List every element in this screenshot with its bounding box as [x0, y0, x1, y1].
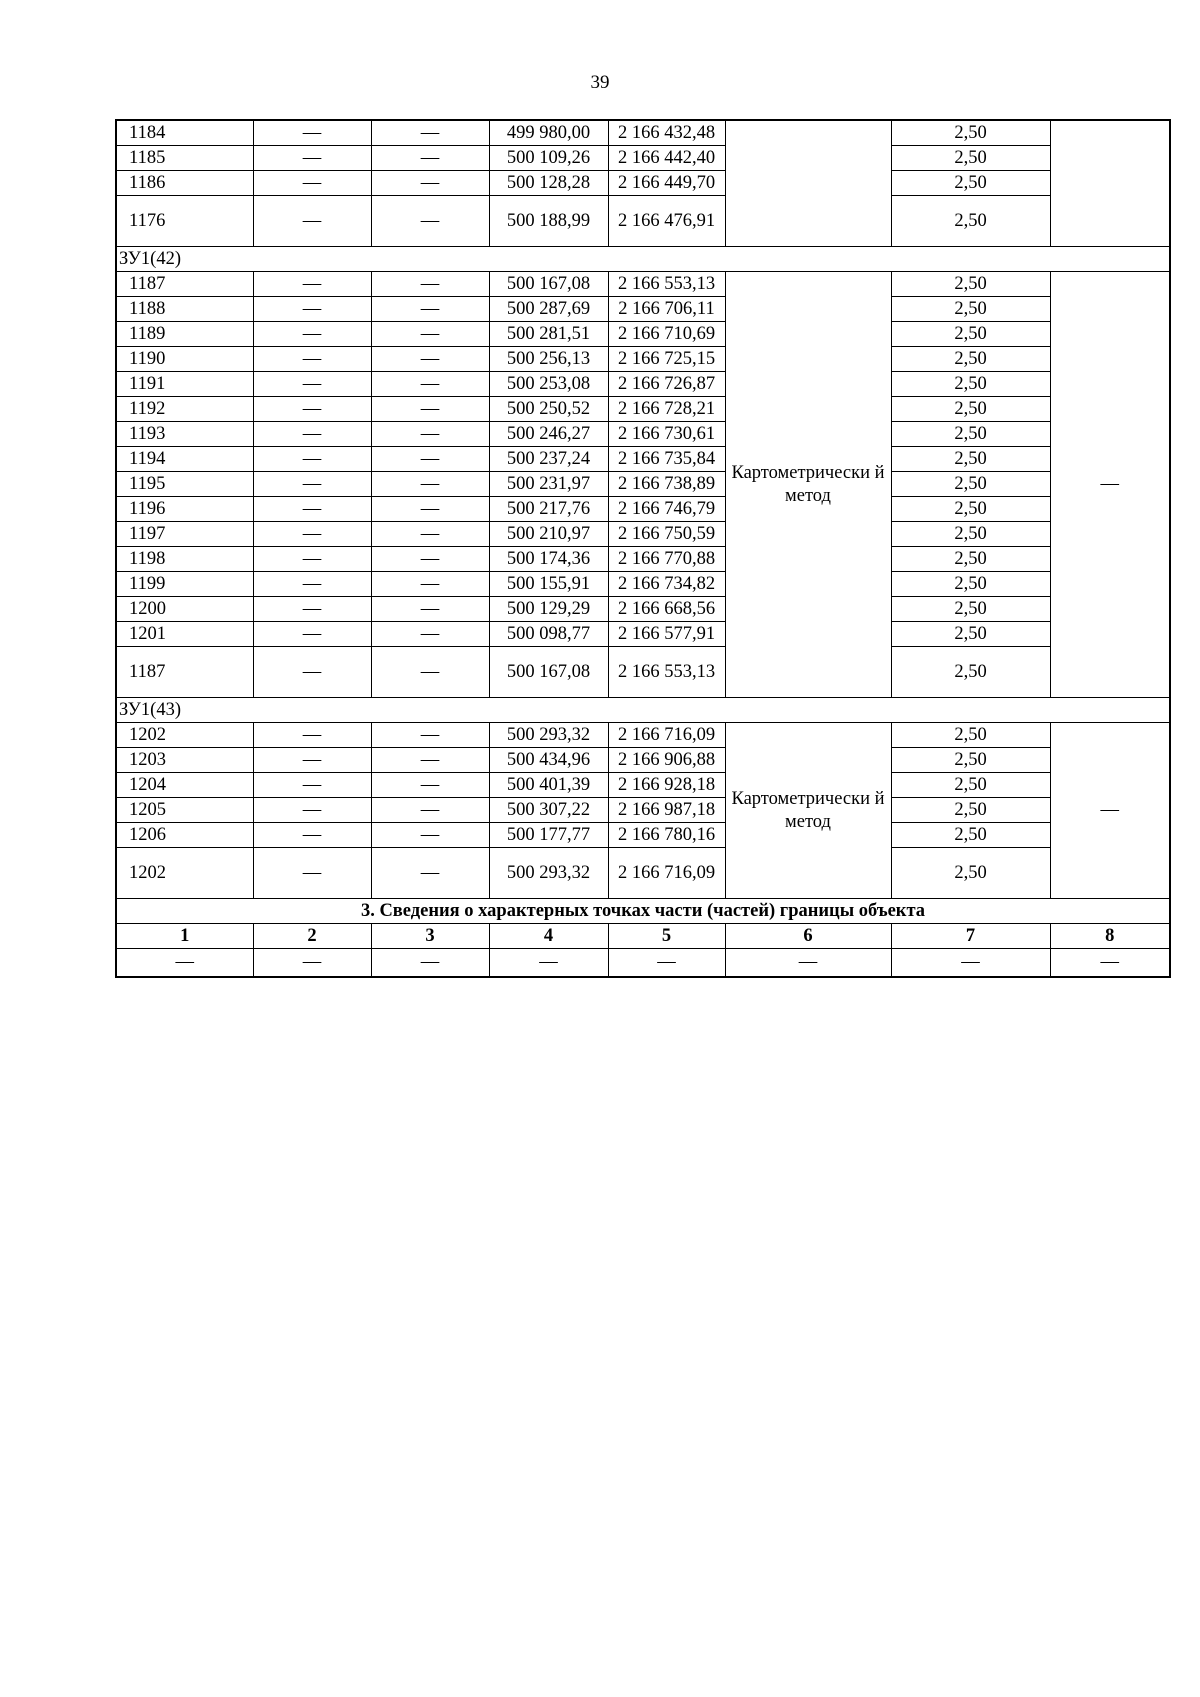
- col8-cell-empty: [1050, 120, 1170, 247]
- method-cell-empty: [725, 120, 891, 247]
- col2-dash-cell: —: [253, 773, 371, 798]
- col3-dash-cell: —: [371, 848, 489, 899]
- point-number-cell: 1200: [116, 597, 253, 622]
- col3-dash-cell: —: [371, 422, 489, 447]
- accuracy-cell: 2,50: [891, 472, 1050, 497]
- empty-dash-cell: —: [116, 949, 253, 978]
- empty-dash-cell: —: [891, 949, 1050, 978]
- y-coordinate-cell: 2 166 553,13: [608, 272, 725, 297]
- x-coordinate-cell: 500 217,76: [489, 497, 608, 522]
- page-number: 39: [590, 72, 610, 93]
- table-row: [116, 422, 1170, 447]
- accuracy-cell: 2,50: [891, 272, 1050, 297]
- col2-dash-cell: —: [253, 472, 371, 497]
- table-row: [116, 597, 1170, 622]
- column-number-cell: 8: [1050, 924, 1170, 949]
- x-coordinate-cell: 500 210,97: [489, 522, 608, 547]
- accuracy-cell: 2,50: [891, 171, 1050, 196]
- x-coordinate-cell: 500 293,32: [489, 723, 608, 748]
- y-coordinate-cell: 2 166 906,88: [608, 748, 725, 773]
- col3-dash-cell: —: [371, 823, 489, 848]
- col3-dash-cell: —: [371, 171, 489, 196]
- col3-dash-cell: —: [371, 272, 489, 297]
- col3-dash-cell: —: [371, 472, 489, 497]
- method-cell: Картометрически й метод: [725, 272, 891, 698]
- col3-dash-cell: —: [371, 622, 489, 647]
- col2-dash-cell: —: [253, 347, 371, 372]
- y-coordinate-cell: 2 166 735,84: [608, 447, 725, 472]
- y-coordinate-cell: 2 166 716,09: [608, 723, 725, 748]
- col2-dash-cell: —: [253, 146, 371, 171]
- x-coordinate-cell: 500 128,28: [489, 171, 608, 196]
- y-coordinate-cell: 2 166 449,70: [608, 171, 725, 196]
- x-coordinate-cell: 500 250,52: [489, 397, 608, 422]
- column-number-cell: 6: [725, 924, 891, 949]
- accuracy-cell: 2,50: [891, 146, 1050, 171]
- table-row: [116, 347, 1170, 372]
- col3-dash-cell: —: [371, 322, 489, 347]
- point-number-cell: 1204: [116, 773, 253, 798]
- x-coordinate-cell: 500 307,22: [489, 798, 608, 823]
- point-number-cell: 1185: [116, 146, 253, 171]
- section-title: 3. Сведения о характерных точках части (частей) границы объекта: [116, 899, 1170, 924]
- col2-dash-cell: —: [253, 297, 371, 322]
- col3-dash-cell: —: [371, 798, 489, 823]
- accuracy-cell: 2,50: [891, 572, 1050, 597]
- column-number-cell: 4: [489, 924, 608, 949]
- point-number-cell: 1199: [116, 572, 253, 597]
- accuracy-cell: 2,50: [891, 798, 1050, 823]
- x-coordinate-cell: 500 253,08: [489, 372, 608, 397]
- col2-dash-cell: —: [253, 171, 371, 196]
- x-coordinate-cell: 500 281,51: [489, 322, 608, 347]
- x-coordinate-cell: 500 237,24: [489, 447, 608, 472]
- col2-dash-cell: —: [253, 497, 371, 522]
- empty-dash-cell: —: [371, 949, 489, 978]
- point-number-cell: 1186: [116, 171, 253, 196]
- col2-dash-cell: —: [253, 597, 371, 622]
- y-coordinate-cell: 2 166 730,61: [608, 422, 725, 447]
- column-numbers-row: [116, 924, 1170, 949]
- col2-dash-cell: —: [253, 522, 371, 547]
- col2-dash-cell: —: [253, 723, 371, 748]
- accuracy-cell: 2,50: [891, 522, 1050, 547]
- col3-dash-cell: —: [371, 196, 489, 247]
- table-row: [116, 120, 1170, 146]
- col2-dash-cell: —: [253, 196, 371, 247]
- col3-dash-cell: —: [371, 773, 489, 798]
- table-row: [116, 748, 1170, 773]
- group-header-row: [116, 698, 1170, 723]
- y-coordinate-cell: 2 166 746,79: [608, 497, 725, 522]
- table-row: [116, 447, 1170, 472]
- y-coordinate-cell: 2 166 725,15: [608, 347, 725, 372]
- y-coordinate-cell: 2 166 770,88: [608, 547, 725, 572]
- point-number-cell: 1202: [116, 723, 253, 748]
- col3-dash-cell: —: [371, 146, 489, 171]
- accuracy-cell: 2,50: [891, 547, 1050, 572]
- accuracy-cell: 2,50: [891, 773, 1050, 798]
- y-coordinate-cell: 2 166 750,59: [608, 522, 725, 547]
- empty-dash-cell: —: [1050, 949, 1170, 978]
- col2-dash-cell: —: [253, 447, 371, 472]
- table-row: [116, 196, 1170, 247]
- x-coordinate-cell: 500 256,13: [489, 347, 608, 372]
- point-number-cell: 1189: [116, 322, 253, 347]
- table-row: [116, 723, 1170, 748]
- point-number-cell: 1192: [116, 397, 253, 422]
- point-number-cell: 1197: [116, 522, 253, 547]
- point-number-cell: 1194: [116, 447, 253, 472]
- y-coordinate-cell: 2 166 716,09: [608, 848, 725, 899]
- point-number-cell: 1198: [116, 547, 253, 572]
- empty-dash-cell: —: [725, 949, 891, 978]
- accuracy-cell: 2,50: [891, 422, 1050, 447]
- col2-dash-cell: —: [253, 422, 371, 447]
- point-number-cell: 1176: [116, 196, 253, 247]
- accuracy-cell: 2,50: [891, 748, 1050, 773]
- x-coordinate-cell: 500 246,27: [489, 422, 608, 447]
- col3-dash-cell: —: [371, 597, 489, 622]
- point-number-cell: 1188: [116, 297, 253, 322]
- accuracy-cell: 2,50: [891, 297, 1050, 322]
- accuracy-cell: 2,50: [891, 597, 1050, 622]
- table-row: [116, 322, 1170, 347]
- column-number-cell: 5: [608, 924, 725, 949]
- x-coordinate-cell: 500 155,91: [489, 572, 608, 597]
- column-number-cell: 1: [116, 924, 253, 949]
- table-row: [116, 773, 1170, 798]
- table-row: [116, 572, 1170, 597]
- table-row: [116, 146, 1170, 171]
- col2-dash-cell: —: [253, 798, 371, 823]
- point-number-cell: 1187: [116, 272, 253, 297]
- y-coordinate-cell: 2 166 780,16: [608, 823, 725, 848]
- coordinates-table: [115, 119, 1171, 978]
- col2-dash-cell: —: [253, 272, 371, 297]
- column-number-cell: 3: [371, 924, 489, 949]
- col3-dash-cell: —: [371, 572, 489, 597]
- col3-dash-cell: —: [371, 723, 489, 748]
- accuracy-cell: 2,50: [891, 120, 1050, 146]
- col2-dash-cell: —: [253, 622, 371, 647]
- col3-dash-cell: —: [371, 647, 489, 698]
- col2-dash-cell: —: [253, 322, 371, 347]
- point-number-cell: 1202: [116, 848, 253, 899]
- x-coordinate-cell: 500 231,97: [489, 472, 608, 497]
- table-row: [116, 472, 1170, 497]
- table-row: [116, 171, 1170, 196]
- point-number-cell: 1205: [116, 798, 253, 823]
- y-coordinate-cell: 2 166 553,13: [608, 647, 725, 698]
- table-row: [116, 522, 1170, 547]
- accuracy-cell: 2,50: [891, 723, 1050, 748]
- accuracy-cell: 2,50: [891, 347, 1050, 372]
- col2-dash-cell: —: [253, 748, 371, 773]
- point-number-cell: 1191: [116, 372, 253, 397]
- x-coordinate-cell: 500 129,29: [489, 597, 608, 622]
- col8-cell: —: [1050, 723, 1170, 899]
- col3-dash-cell: —: [371, 497, 489, 522]
- method-cell: Картометрически й метод: [725, 723, 891, 899]
- x-coordinate-cell: 500 434,96: [489, 748, 608, 773]
- col3-dash-cell: —: [371, 297, 489, 322]
- accuracy-cell: 2,50: [891, 447, 1050, 472]
- empty-data-row: [116, 949, 1170, 978]
- column-number-cell: 2: [253, 924, 371, 949]
- point-number-cell: 1187: [116, 647, 253, 698]
- y-coordinate-cell: 2 166 710,69: [608, 322, 725, 347]
- col3-dash-cell: —: [371, 547, 489, 572]
- col3-dash-cell: —: [371, 522, 489, 547]
- y-coordinate-cell: 2 166 728,21: [608, 397, 725, 422]
- col2-dash-cell: —: [253, 572, 371, 597]
- accuracy-cell: 2,50: [891, 647, 1050, 698]
- empty-dash-cell: —: [608, 949, 725, 978]
- y-coordinate-cell: 2 166 668,56: [608, 597, 725, 622]
- x-coordinate-cell: 500 109,26: [489, 146, 608, 171]
- table-row: [116, 372, 1170, 397]
- x-coordinate-cell: 500 188,99: [489, 196, 608, 247]
- col2-dash-cell: —: [253, 397, 371, 422]
- x-coordinate-cell: 500 177,77: [489, 823, 608, 848]
- point-number-cell: 1201: [116, 622, 253, 647]
- table-row: [116, 397, 1170, 422]
- table-row: [116, 547, 1170, 572]
- table-row: [116, 823, 1170, 848]
- col2-dash-cell: —: [253, 547, 371, 572]
- group-title: ЗУ1(42): [116, 247, 1170, 272]
- y-coordinate-cell: 2 166 987,18: [608, 798, 725, 823]
- point-number-cell: 1190: [116, 347, 253, 372]
- accuracy-cell: 2,50: [891, 372, 1050, 397]
- group-header-row: [116, 247, 1170, 272]
- y-coordinate-cell: 2 166 928,18: [608, 773, 725, 798]
- point-number-cell: 1193: [116, 422, 253, 447]
- col3-dash-cell: —: [371, 347, 489, 372]
- x-coordinate-cell: 500 174,36: [489, 547, 608, 572]
- col3-dash-cell: —: [371, 397, 489, 422]
- col2-dash-cell: —: [253, 372, 371, 397]
- x-coordinate-cell: 500 287,69: [489, 297, 608, 322]
- x-coordinate-cell: 500 401,39: [489, 773, 608, 798]
- y-coordinate-cell: 2 166 442,40: [608, 146, 725, 171]
- x-coordinate-cell: 500 167,08: [489, 647, 608, 698]
- col3-dash-cell: —: [371, 748, 489, 773]
- col3-dash-cell: —: [371, 447, 489, 472]
- col3-dash-cell: —: [371, 372, 489, 397]
- col2-dash-cell: —: [253, 823, 371, 848]
- group-title: ЗУ1(43): [116, 698, 1170, 723]
- table-row: [116, 297, 1170, 322]
- x-coordinate-cell: 500 098,77: [489, 622, 608, 647]
- empty-dash-cell: —: [253, 949, 371, 978]
- col3-dash-cell: —: [371, 120, 489, 146]
- y-coordinate-cell: 2 166 706,11: [608, 297, 725, 322]
- table-row: [116, 622, 1170, 647]
- point-number-cell: 1203: [116, 748, 253, 773]
- col2-dash-cell: —: [253, 647, 371, 698]
- y-coordinate-cell: 2 166 476,91: [608, 196, 725, 247]
- x-coordinate-cell: 500 293,32: [489, 848, 608, 899]
- x-coordinate-cell: 500 167,08: [489, 272, 608, 297]
- col8-cell: —: [1050, 272, 1170, 698]
- table-row: [116, 647, 1170, 698]
- point-number-cell: 1195: [116, 472, 253, 497]
- accuracy-cell: 2,50: [891, 823, 1050, 848]
- col2-dash-cell: —: [253, 848, 371, 899]
- column-number-cell: 7: [891, 924, 1050, 949]
- accuracy-cell: 2,50: [891, 397, 1050, 422]
- y-coordinate-cell: 2 166 726,87: [608, 372, 725, 397]
- accuracy-cell: 2,50: [891, 622, 1050, 647]
- table-row: [116, 497, 1170, 522]
- col2-dash-cell: —: [253, 120, 371, 146]
- table-row: [116, 798, 1170, 823]
- table-row: [116, 272, 1170, 297]
- point-number-cell: 1196: [116, 497, 253, 522]
- accuracy-cell: 2,50: [891, 322, 1050, 347]
- y-coordinate-cell: 2 166 432,48: [608, 120, 725, 146]
- section-title-row: [116, 899, 1170, 924]
- point-number-cell: 1206: [116, 823, 253, 848]
- x-coordinate-cell: 499 980,00: [489, 120, 608, 146]
- table-row: [116, 848, 1170, 899]
- y-coordinate-cell: 2 166 577,91: [608, 622, 725, 647]
- empty-dash-cell: —: [489, 949, 608, 978]
- point-number-cell: 1184: [116, 120, 253, 146]
- y-coordinate-cell: 2 166 734,82: [608, 572, 725, 597]
- accuracy-cell: 2,50: [891, 497, 1050, 522]
- y-coordinate-cell: 2 166 738,89: [608, 472, 725, 497]
- accuracy-cell: 2,50: [891, 196, 1050, 247]
- accuracy-cell: 2,50: [891, 848, 1050, 899]
